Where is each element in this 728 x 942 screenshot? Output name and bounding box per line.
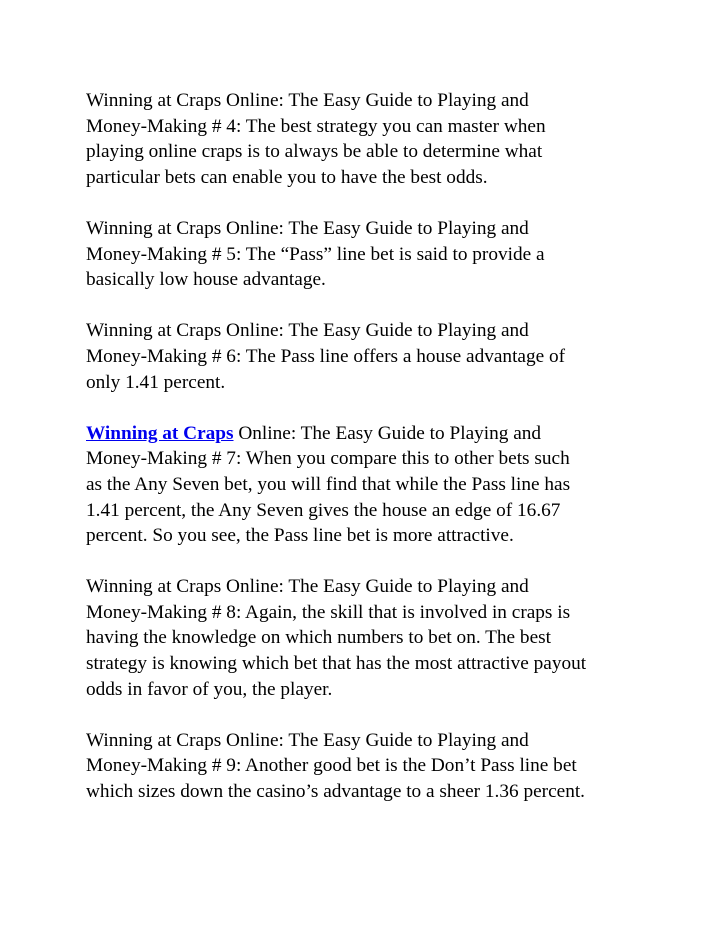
text-line: percent. So you see, the Pass line bet is more attractive.: [86, 525, 514, 547]
text-line: Winning at Craps Online: The Easy Guide to Playing and: [86, 217, 529, 239]
text-line: Winning at Craps Online: The Easy Guide to Playing and: [86, 320, 529, 342]
text-line: playing online craps is to always be able to determine what: [86, 141, 543, 163]
text-line: Money-Making # 8: Again, the skill that is involved in craps is: [86, 601, 571, 623]
paragraph-tip-9: [86, 728, 686, 805]
text-line: Winning at Craps Online: The Easy Guide to Playing and: [86, 576, 529, 598]
winning-at-craps-link[interactable]: Winning at Craps: [86, 422, 234, 444]
paragraph-tip-6: [86, 318, 686, 395]
text-line: Winning at Craps Online: The Easy Guide to Playing and: [86, 90, 529, 111]
text-line: strategy is knowing which bet that has the most attractive payout: [86, 653, 587, 675]
text-line-rest: Online: The Easy Guide to Playing and: [233, 422, 542, 444]
text-line: Money-Making # 4: The best strategy you can master when: [86, 115, 546, 137]
text-line: 1.41 percent, the Any Seven gives the house an edge of 16.67: [86, 499, 561, 521]
text-line: only 1.41 percent.: [86, 371, 226, 393]
text-line: basically low house advantage.: [86, 269, 326, 291]
text-line: Money-Making # 9: Another good bet is the Don’t Pass line bet: [86, 755, 577, 777]
text-line: Winning at Craps Online: The Easy Guide to Playing and: [86, 729, 529, 751]
paragraph-tip-7: [86, 421, 686, 549]
text-line-with-link: [86, 421, 686, 447]
text-line: Money-Making # 7: When you compare this to other bets such: [86, 448, 570, 470]
paragraph-tip-4: [86, 88, 686, 190]
text-line: which sizes down the casino’s advantage to a sheer 1.36 percent.: [86, 781, 586, 803]
text-line: having the knowledge on which numbers to bet on. The best: [86, 627, 551, 649]
text-line: odds in favor of you, the player.: [86, 678, 333, 700]
paragraph-tip-8: [86, 574, 686, 702]
document-page: [86, 88, 686, 830]
text-line: Money-Making # 6: The Pass line offers a house advantage of: [86, 345, 566, 367]
paragraph-tip-5: [86, 216, 686, 293]
text-line: as the Any Seven bet, you will find that while the Pass line has: [86, 473, 571, 495]
text-line: particular bets can enable you to have the best odds.: [86, 166, 488, 188]
text-line: Money-Making # 5: The “Pass” line bet is said to provide a: [86, 243, 545, 265]
